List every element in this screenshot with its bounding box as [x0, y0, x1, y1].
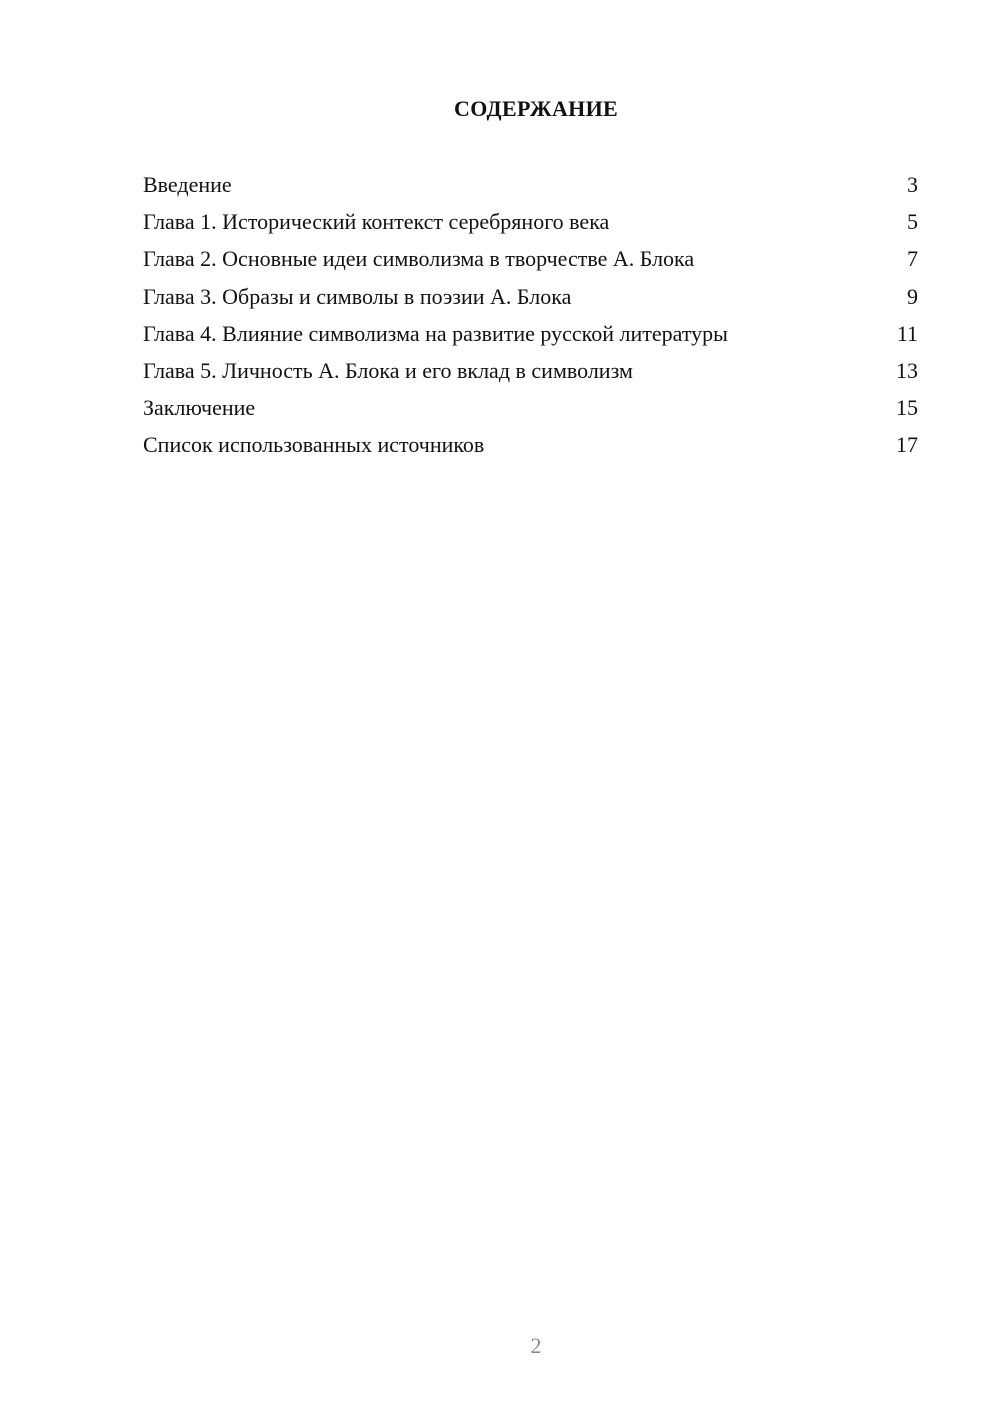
toc-entry-chapter-2 [143, 242, 918, 279]
toc-entry-page: 5 [907, 209, 918, 235]
toc-entry-label: Глава 1. Исторический контекст серебряного века [143, 209, 610, 235]
toc-entry-page: 7 [907, 246, 918, 272]
toc-entry-label: Глава 5. Личность А. Блока и его вклад в символизм [143, 357, 633, 383]
toc-entry-label: Введение [143, 172, 232, 197]
toc-entry-label: Глава 3. Образы и символы в поэзии А. Блока [143, 283, 572, 309]
toc-entry-conclusion [143, 391, 918, 428]
toc-entry-label: Заключение [143, 395, 256, 421]
page-number: 2 [530, 1333, 542, 1358]
toc-entry-introduction [143, 168, 918, 205]
toc-entry-page: 13 [896, 357, 918, 383]
toc-entry-label: Глава 2. Основные идеи символизма в творчестве А. Блока [143, 246, 695, 272]
toc-entry-references [143, 428, 918, 465]
toc-entry-page: 11 [896, 320, 918, 346]
toc-entry-chapter-3 [143, 280, 918, 317]
toc-entry-page: 9 [907, 283, 918, 309]
toc-entry-chapter-5 [143, 354, 918, 391]
toc-entry-chapter-1 [143, 205, 918, 242]
toc-entry-page: 17 [896, 432, 918, 458]
toc-entry-label: Список использованных источников [143, 432, 485, 458]
table-of-contents [143, 168, 918, 466]
toc-entry-page: 3 [907, 172, 918, 197]
toc-entry-page: 15 [896, 395, 918, 421]
toc-entry-chapter-4 [143, 317, 918, 354]
page-title: СОДЕРЖАНИЕ [454, 96, 618, 121]
toc-entry-label: Глава 4. Влияние символизма на развитие русской литературы [143, 320, 728, 346]
